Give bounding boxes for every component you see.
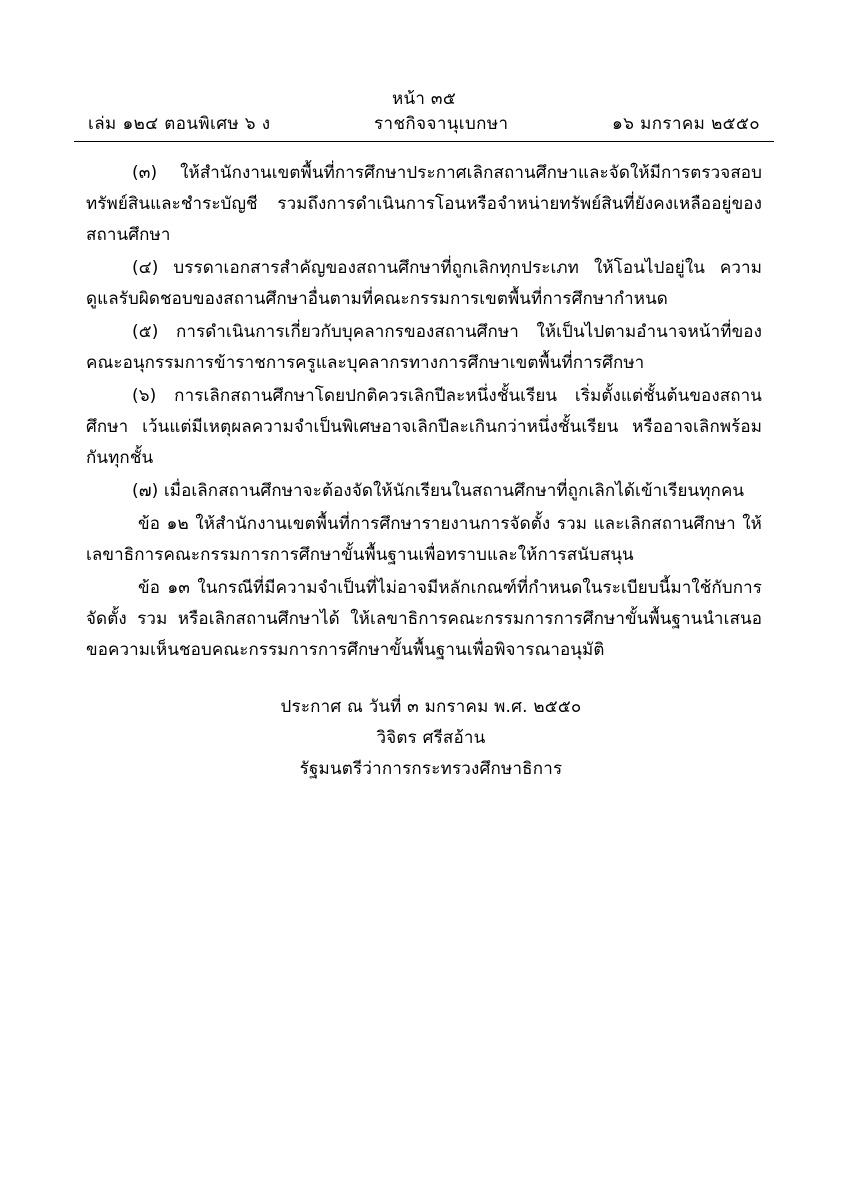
closing-block [86, 692, 762, 785]
paragraph-7: (๗) เมื่อเลิกสถานศึกษาจะต้องจัดให้นักเรียนในสถานศึกษาที่ถูกเลิกได้เข้าเรียนทุกคน [132, 481, 745, 501]
signer-title: รัฐมนตรีว่าการกระทรวงศึกษาธิการ [299, 759, 563, 779]
paragraph-5: (๕) การดำเนินการเกี่ยวกับบุคลากรของสถานศึกษา ให้เป็นไปตามอำนาจหน้าที่ของคณะอนุกรรมการข้าราชการครูและบุคลากรทางการศึกษาเขตพื้นที่การศึกษา [86, 322, 762, 373]
header-row [88, 113, 760, 135]
page-header [88, 88, 760, 135]
header-divider [74, 141, 774, 142]
paragraph-4: (๔) บรรดาเอกสารสำคัญของสถานศึกษาที่ถูกเลิกทุกประเภท ให้โอนไปอยู่ใน ความดูแลรับผิดชอบของสถานศึกษาอื่นตามที่คณะกรรมการเขตพื้นที่การศึกษากำหนด [86, 258, 762, 309]
volume-label: เล่ม ๑๒๔ ตอนพิเศษ ๖ ง [88, 114, 271, 134]
paragraph-3: (๓) ให้สำนักงานเขตพื้นที่การศึกษาประกาศเลิกสถานศึกษาและจัดให้มีการตรวจสอบทรัพย์สินและชำระบัญชี รวมถึงการดำเนินการโอนหรือจำหน่ายทรัพย์สินที่ยังคงเหลืออยู่ของสถานศึกษา [86, 163, 762, 245]
announcement-date: ประกาศ ณ วันที่ ๓ มกราคม พ.ศ. ๒๕๕๐ [280, 697, 582, 717]
document-body [86, 158, 762, 785]
clause-13: ข้อ ๑๓ ในกรณีที่มีความจำเป็นที่ไม่อาจมีหลักเกณฑ์ที่กำหนดในระเบียบนี้มาใช้กับการจัดตั้ง รวม หรือเลิกสถานศึกษาได้ ให้เลขาธิการคณะกรรมการการศึกษาขั้นพื้นฐานนำเสนอขอความเห็นชอบคณะกรรมการการศึกษาขั้นพื้นฐานเพื่อพิจารณาอนุมัติ [86, 578, 762, 660]
gazette-title: ราชกิจจานุเบกษา [373, 114, 509, 134]
publication-date: ๑๖ มกราคม ๒๕๕๐ [611, 114, 760, 134]
signer-name: วิจิตร ศรีสอ้าน [376, 728, 486, 748]
clause-12: ข้อ ๑๒ ให้สำนักงานเขตพื้นที่การศึกษารายงานการจัดตั้ง รวม และเลิกสถานศึกษา ให้เลขาธิการคณะกรรมการการศึกษาขั้นพื้นฐานเพื่อทราบและให้การสนับสนุน [86, 514, 762, 565]
paragraph-6: (๖) การเลิกสถานศึกษาโดยปกติควรเลิกปีละหนึ่งชั้นเรียน เริ่มตั้งแต่ชั้นต้นของสถานศึกษา เว้นแต่มีเหตุผลความจำเป็นพิเศษอาจเลิกปีละเกินกว่าหนึ่งชั้นเรียน หรืออาจเลิกพร้อมกันทุกชั้น [86, 386, 762, 468]
page-number-label: หน้า ๓๕ [391, 89, 457, 109]
